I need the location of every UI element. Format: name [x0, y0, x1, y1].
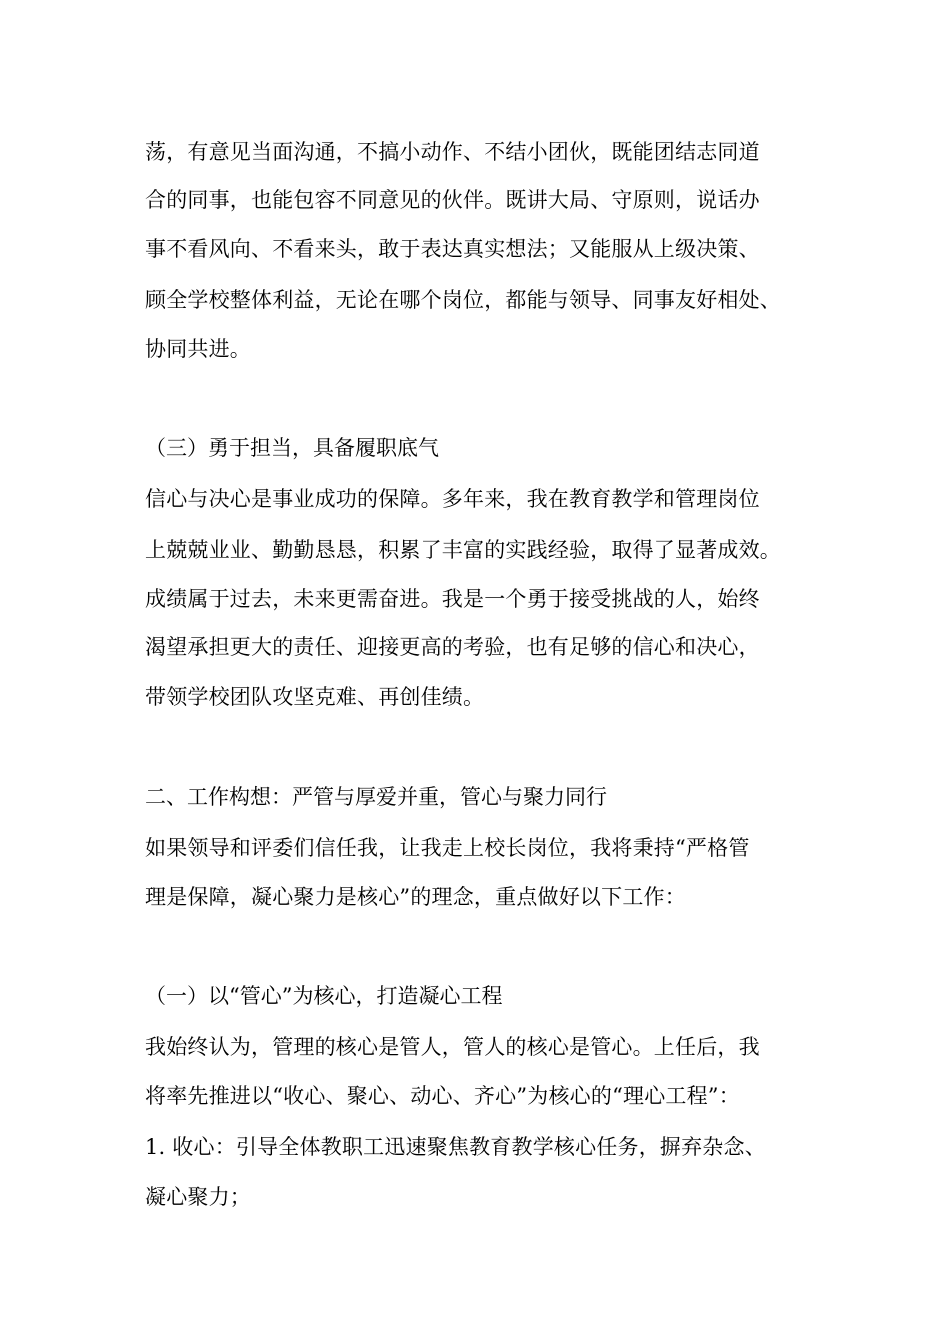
paragraph-line: 荡，有意见当面沟通，不搞小动作、不结小团伙，既能团结志同道 — [145, 140, 760, 164]
section-heading: （三）勇于担当，具备履职底气 — [145, 436, 439, 460]
paragraph-line: 上兢兢业业、勤勤恳恳，积累了丰富的实践经验，取得了显著成效。 — [145, 538, 781, 562]
paragraph-line: 我始终认为，管理的核心是管人，管人的核心是管心。上任后，我 — [145, 1035, 760, 1059]
paragraph-line: 成绩属于过去，未来更需奋进。我是一个勇于接受挑战的人，始终 — [145, 587, 760, 611]
list-item: 1. 收心：引导全体教职工迅速聚焦教育教学核心任务，摒弃杂念、 — [145, 1135, 766, 1159]
paragraph-line: 顾全学校整体利益，无论在哪个岗位，都能与领导、同事友好相处、 — [145, 288, 781, 312]
paragraph-line: 理是保障，凝心聚力是核心”的理念，重点做好以下工作： — [145, 885, 686, 909]
section-heading: 二、工作构想：严管与厚爱并重，管心与聚力同行 — [145, 785, 607, 809]
paragraph-line: 如果领导和评委们信任我，让我走上校长岗位，我将秉持“严格管 — [145, 836, 750, 860]
paragraph-line: 合的同事，也能包容不同意见的伙伴。既讲大局、守原则，说话办 — [145, 188, 760, 212]
paragraph-line: 信心与决心是事业成功的保障。多年来，我在教育教学和管理岗位 — [145, 487, 760, 511]
paragraph-line: 带领学校团队攻坚克难、再创佳绩。 — [145, 685, 485, 709]
paragraph-line: 协同共进。 — [145, 337, 251, 361]
section-heading: （一）以“管心”为核心，打造凝心工程 — [145, 984, 503, 1008]
paragraph-line: 事不看风向、不看来头，敢于表达真实想法；又能服从上级决策、 — [145, 237, 760, 261]
paragraph-line: 将率先推进以“收心、聚心、动心、齐心”为核心的“理心工程”： — [145, 1084, 740, 1108]
paragraph-line: 渴望承担更大的责任、迎接更高的考验，也有足够的信心和决心， — [145, 635, 760, 659]
paragraph-line: 凝心聚力； — [145, 1185, 251, 1209]
